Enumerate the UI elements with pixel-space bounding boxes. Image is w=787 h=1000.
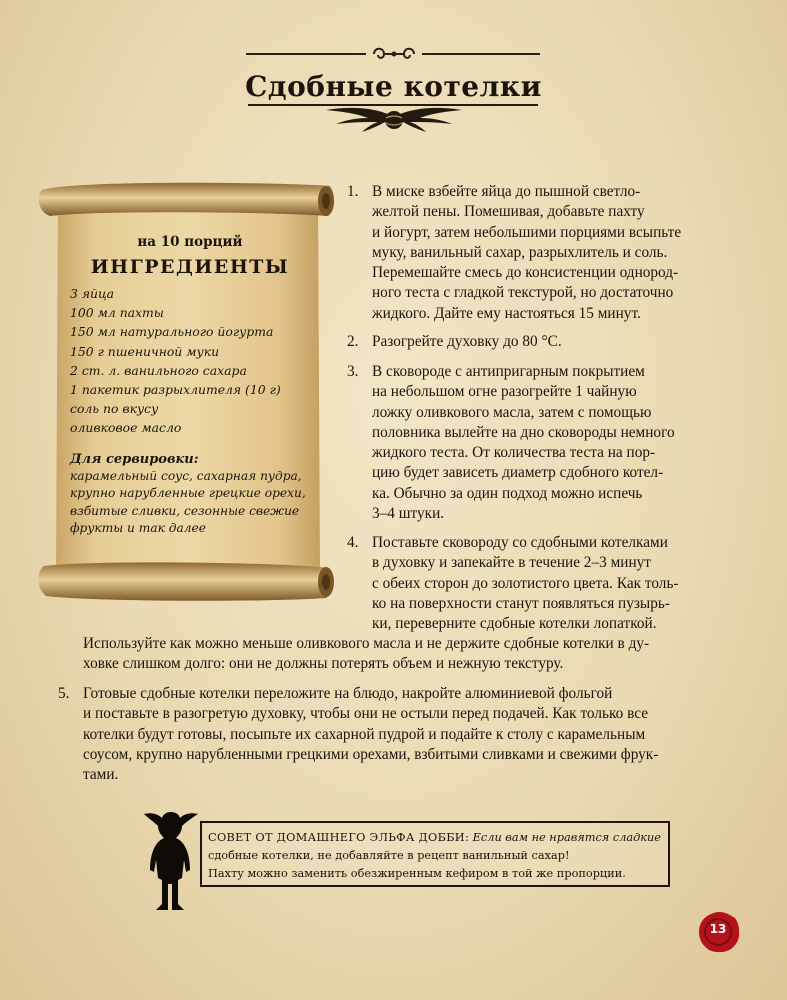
tip-text [208,829,661,884]
portions-label: на 10 порций [137,234,243,250]
ingredient-item: 3 яйца [70,286,115,301]
step-line: в духовку и запекайте в течение 2–3 минут [372,554,651,572]
ornament-icon [368,44,420,64]
page-number: 13 [709,922,727,936]
step-line: Готовые сдобные котелки переложите на блюдо, накройте алюминиевой фольгой [83,685,613,702]
step-number: 1. [347,183,359,200]
ingredient-item: соль по вкусу [70,401,159,417]
step-line: с обеих сторон до золотистого цвета. Как толь- [372,574,679,592]
step-text [372,332,562,352]
ingredient-item: оливковое масло [70,420,182,436]
page-title: Сдобные котелки [245,70,542,103]
serving-line: крупно нарубленные грецкие орехи, [70,486,306,501]
step-line: котелки будут готовы, посыпьте их сахарной пудрой и подайте к столу с карамельным [83,725,646,743]
ingredient-item: 2 ст. л. ванильного сахара [70,362,247,378]
step-number: 5. [58,685,70,702]
step-line: ко на поверхности станут появляться пузырь- [372,594,670,612]
step-text [372,533,679,634]
serving-heading: Для сервировки: [70,451,199,467]
note-line: ховке слишком долго: они не должны потерять объем и нежную текстуру. [83,655,564,673]
step-line: 3–4 штуки. [372,505,445,523]
step-text [83,684,658,785]
step-line: В сковороде с антипригарным покрытием [372,363,645,380]
step-line: Перемешайте смесь до консистенции однород- [372,264,679,282]
step-line: половника вылейте на дно сковороды немного [372,423,675,441]
tip-line: сдобные котелки, не добавляйте в рецепт ванильный сахар! [208,849,570,863]
step-line: Разогрейте духовку до 80 °С. [372,333,562,350]
step-line: жидкого. Дайте ему настояться 15 минут. [372,304,641,322]
ingredient-item: 150 г пшеничной муки [70,343,220,359]
ingredient-item: 150 мл натурального йогурта [70,324,274,340]
step-line: тами. [83,766,119,784]
step-line: ки, переверните сдобные котелки лопаткой. [372,615,657,633]
tip-line: Если вам не нравятся сладкие [472,831,661,844]
serving-text [70,468,310,538]
step-line: желтой пены. Помешивая, добавьте пахту [372,203,645,221]
step-line: и йогурт, затем небольшими порциями всыпьте [372,223,682,241]
serving-line: фрукты и так далее [70,521,206,536]
note-line: Используйте как можно меньше оливкового масла и не держите сдобные котелки в ду- [83,635,650,652]
step-4-note [83,634,649,675]
step-line: ка. Обычно за один подход можно испечь [372,484,643,502]
step-line: Поставьте сковороду со сдобными котелками [372,534,668,551]
tip-box [200,821,670,887]
step-line: В миске взбейте яйца до пышной светло- [372,183,641,200]
step-number: 3. [347,363,359,380]
ingredient-item: 1 пакетик разрыхлителя (10 г) [70,382,281,398]
tip-label: СОВЕТ ОТ ДОМАШНЕГО ЭЛЬФА ДОББИ: [208,831,470,844]
step-line: цию будет зависеть диаметр сдобного котел- [372,464,664,482]
header-rule-left [246,53,366,55]
ingredients-scroll [36,176,336,608]
golden-snitch-icon [322,104,466,138]
step-line: ложку оливкового масла, затем с помощью [372,403,652,421]
ingredient-item: 100 мл пахты [70,305,164,321]
step-line: и поставьте в разогретую духовку, чтобы они не остыли перед подачей. Как только все [83,705,649,723]
ingredients-panel [70,234,310,538]
step-line: муку, ванильный сахар, разрыхлитель и соль. [372,243,668,261]
step-line: жидкого теста. От количества теста на пор- [372,444,656,462]
step-line: на небольшом огне разогрейте 1 чайную [372,383,637,401]
dobby-silhouette-icon [142,800,200,916]
tip-line: Пахту можно заменить обезжиренным кефиром в той же пропорции. [208,867,626,881]
ingredients-list [70,284,310,438]
ingredients-heading: ИНГРЕДИЕНТЫ [90,256,290,278]
header-rule-right [422,53,540,55]
step-text [372,182,681,324]
step-line: ного теста с гладкой текстурой, но достаточно [372,284,674,302]
step-number: 4. [347,534,359,551]
step-text [372,362,675,524]
serving-line: взбитые сливки, сезонные свежие [70,503,300,518]
step-number: 2. [347,333,359,350]
serving-line: карамельный соус, сахарная пудра, [70,468,302,483]
step-line: соусом, крупно нарубленными грецкими орехами, взбитыми сливками и свежими фрук- [83,745,659,763]
